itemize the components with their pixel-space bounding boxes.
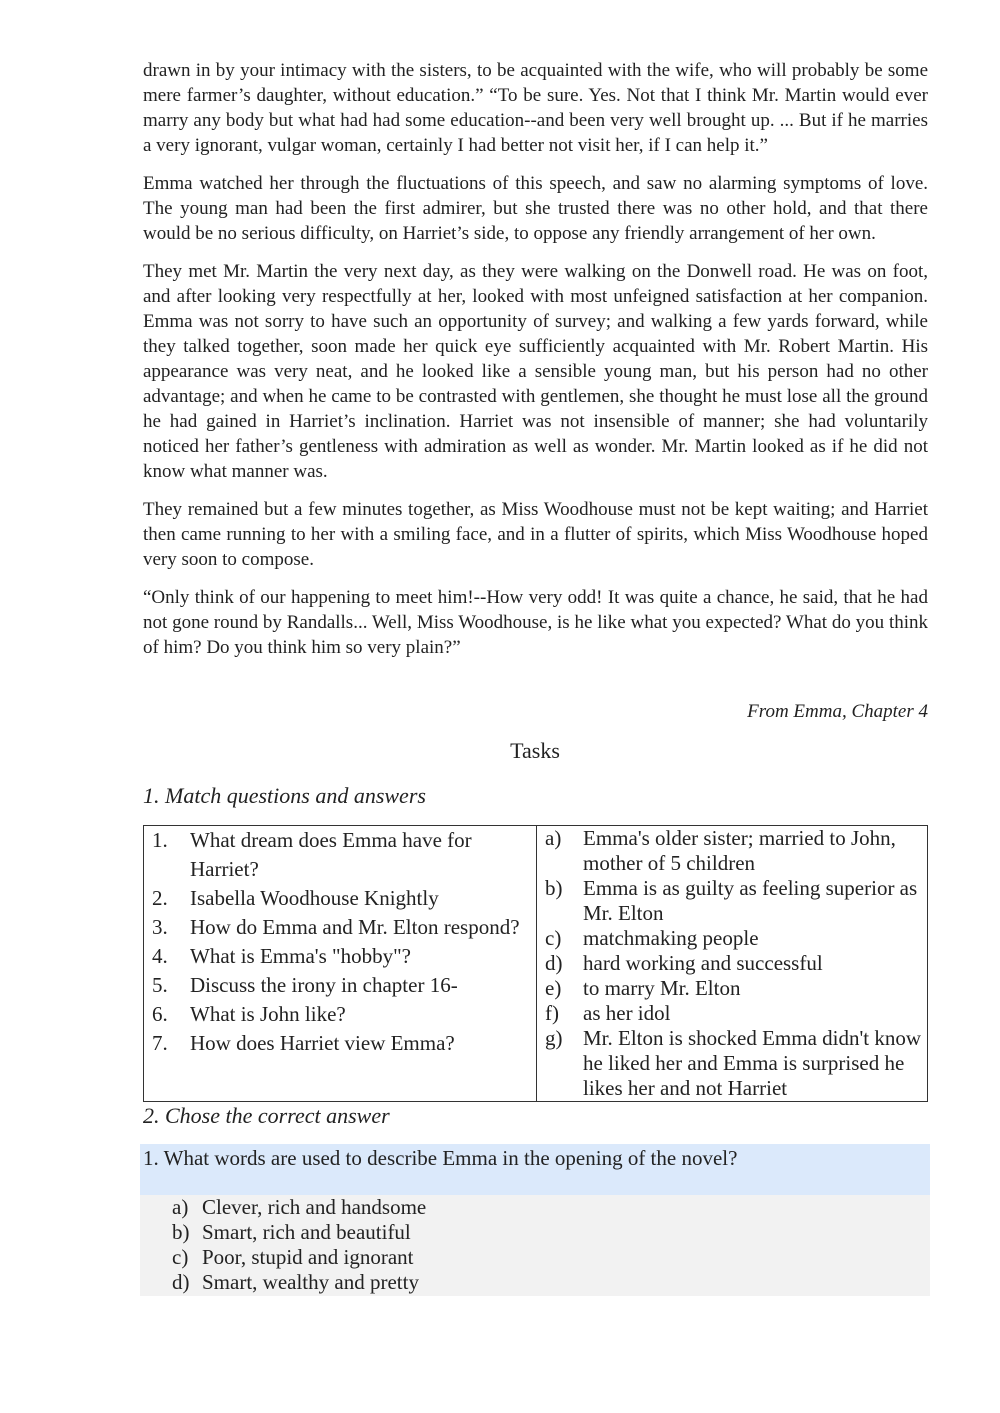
answer-text: Mr. Elton is shocked Emma didn't know he liked her and Emma is surprised he likes her and not Harriet: [583, 1026, 922, 1100]
question-text: Isabella Woodhouse Knightly: [190, 886, 439, 910]
option-letter: c): [172, 1245, 189, 1269]
answer-item: [543, 951, 923, 976]
passage-paragraph: They met Mr. Martin the very next day, as they were walking on the Donwell road. He was on foot, and after looking very respectfully at her, looked with most unfeigned satisfaction at her companion. Emma was not sorry to have such an opportunity of survey; and walking a few yards forward, while they talked together, soon made her quick eye sufficiently acquainted with Mr. Robert Martin. His appearance was very neat, and he looked like a sensible young man, but his person had no other advantage; and when he came to be contrasted with gentlemen, she thought he must lose all the ground he had gained in Harriet’s inclination. Harriet was not insensible of manner; she had voluntarily noticed her father’s gentleness with admiration as well as wonder. Mr. Martin looked as if he did not know what manner was.: [143, 261, 928, 482]
answer-text: hard working and successful: [583, 951, 823, 975]
answer-item: [543, 1026, 923, 1101]
option-text: Smart, rich and beautiful: [202, 1220, 411, 1244]
questions-column: [144, 826, 537, 1101]
question-number: 6.: [152, 1002, 168, 1026]
question-item: [150, 942, 532, 971]
answer-options: [140, 1195, 930, 1296]
question-item: [150, 1000, 532, 1029]
answer-letter: b): [545, 876, 563, 900]
tasks-heading: Tasks: [510, 738, 560, 763]
question-number: 7.: [152, 1031, 168, 1055]
answers-column: [537, 826, 927, 1101]
question-text: Discuss the irony in chapter 16-: [190, 973, 458, 997]
answer-item: [543, 876, 923, 926]
answer-letter: f): [545, 1001, 559, 1025]
question-text: How do Emma and Mr. Elton respond?: [190, 915, 520, 939]
answer-text: as her idol: [583, 1001, 671, 1025]
option-text: Clever, rich and handsome: [202, 1195, 427, 1219]
question-number: 4.: [152, 944, 168, 968]
question-text: What dream does Emma have for Harriet?: [190, 828, 472, 881]
option-letter: a): [172, 1195, 189, 1219]
answer-text: matchmaking people: [583, 926, 759, 950]
passage-paragraph: drawn in by your intimacy with the sisters, to be acquainted with the wife, who will probably be some mere farmer’s daughter, without education.” “To be sure. Yes. Not that I think Mr. Martin would ever marry any body but what had had some education--and been very well brought up. ... But if he marries a very ignorant, vulgar woman, certainly I had better not visit her, if I can help it.”: [143, 60, 928, 156]
question-item: [150, 971, 532, 1000]
answer-option[interactable]: [172, 1270, 930, 1295]
passage: [143, 58, 928, 673]
question-number: 3.: [152, 915, 168, 939]
answer-letter: a): [545, 826, 562, 850]
answer-option[interactable]: [172, 1195, 930, 1220]
answer-letter: e): [545, 976, 562, 1000]
passage-paragraph: “Only think of our happening to meet him!--How very odd! It was quite a chance, he said, that he had not gone round by Randalls... Well, Miss Woodhouse, is he like what you expected? What do you think of him? Do you think him so very plain?”: [143, 587, 928, 658]
question-item: [150, 913, 532, 942]
answer-letter: g): [545, 1026, 563, 1050]
question-number: 1.: [152, 828, 168, 852]
question-number: 2.: [152, 886, 168, 910]
question-number: 5.: [152, 973, 168, 997]
match-table: [143, 825, 928, 1102]
answer-item: [543, 826, 923, 876]
answer-text: Emma is as guilty as feeling superior as Mr. Elton: [583, 876, 918, 925]
passage-source: From Emma, Chapter 4: [747, 701, 928, 722]
answer-text: to marry Mr. Elton: [583, 976, 741, 1000]
passage-paragraph: Emma watched her through the fluctuations of this speech, and saw no alarming symptoms of love. The young man had been the first admirer, but she trusted there was no other hold, and that there would be no serious difficulty, on Harriet’s side, to oppose any friendly arrangement of her own.: [143, 173, 928, 244]
option-text: Poor, stupid and ignorant: [202, 1245, 414, 1269]
task1-title: 1. Match questions and answers: [143, 783, 426, 808]
question-prompt: 1. What words are used to describe Emma in the opening of the novel?: [140, 1144, 930, 1195]
answer-letter: d): [545, 951, 563, 975]
answer-option[interactable]: [172, 1245, 930, 1270]
question-text: How does Harriet view Emma?: [190, 1031, 455, 1055]
answer-option[interactable]: [172, 1220, 930, 1245]
option-text: Smart, wealthy and pretty: [202, 1270, 419, 1294]
answer-item: [543, 926, 923, 951]
question-item: [150, 1029, 532, 1058]
task2-title: 2. Chose the correct answer: [143, 1103, 390, 1128]
option-letter: b): [172, 1220, 190, 1244]
question-text: What is John like?: [190, 1002, 346, 1026]
multiple-choice-question: [140, 1144, 930, 1296]
passage-paragraph: They remained but a few minutes together, as Miss Woodhouse must not be kept waiting; and Harriet then came running to her with a smiling face, and in a flutter of spirits, which Miss Woodhouse hoped very soon to compose.: [143, 499, 928, 570]
option-letter: d): [172, 1270, 190, 1294]
answer-text: Emma's older sister; married to John, mother of 5 children: [583, 826, 896, 875]
answer-item: [543, 1001, 923, 1026]
answer-letter: c): [545, 926, 562, 950]
answer-item: [543, 976, 923, 1001]
question-text: What is Emma's "hobby"?: [190, 944, 411, 968]
question-item: [150, 826, 532, 884]
question-item: [150, 884, 532, 913]
